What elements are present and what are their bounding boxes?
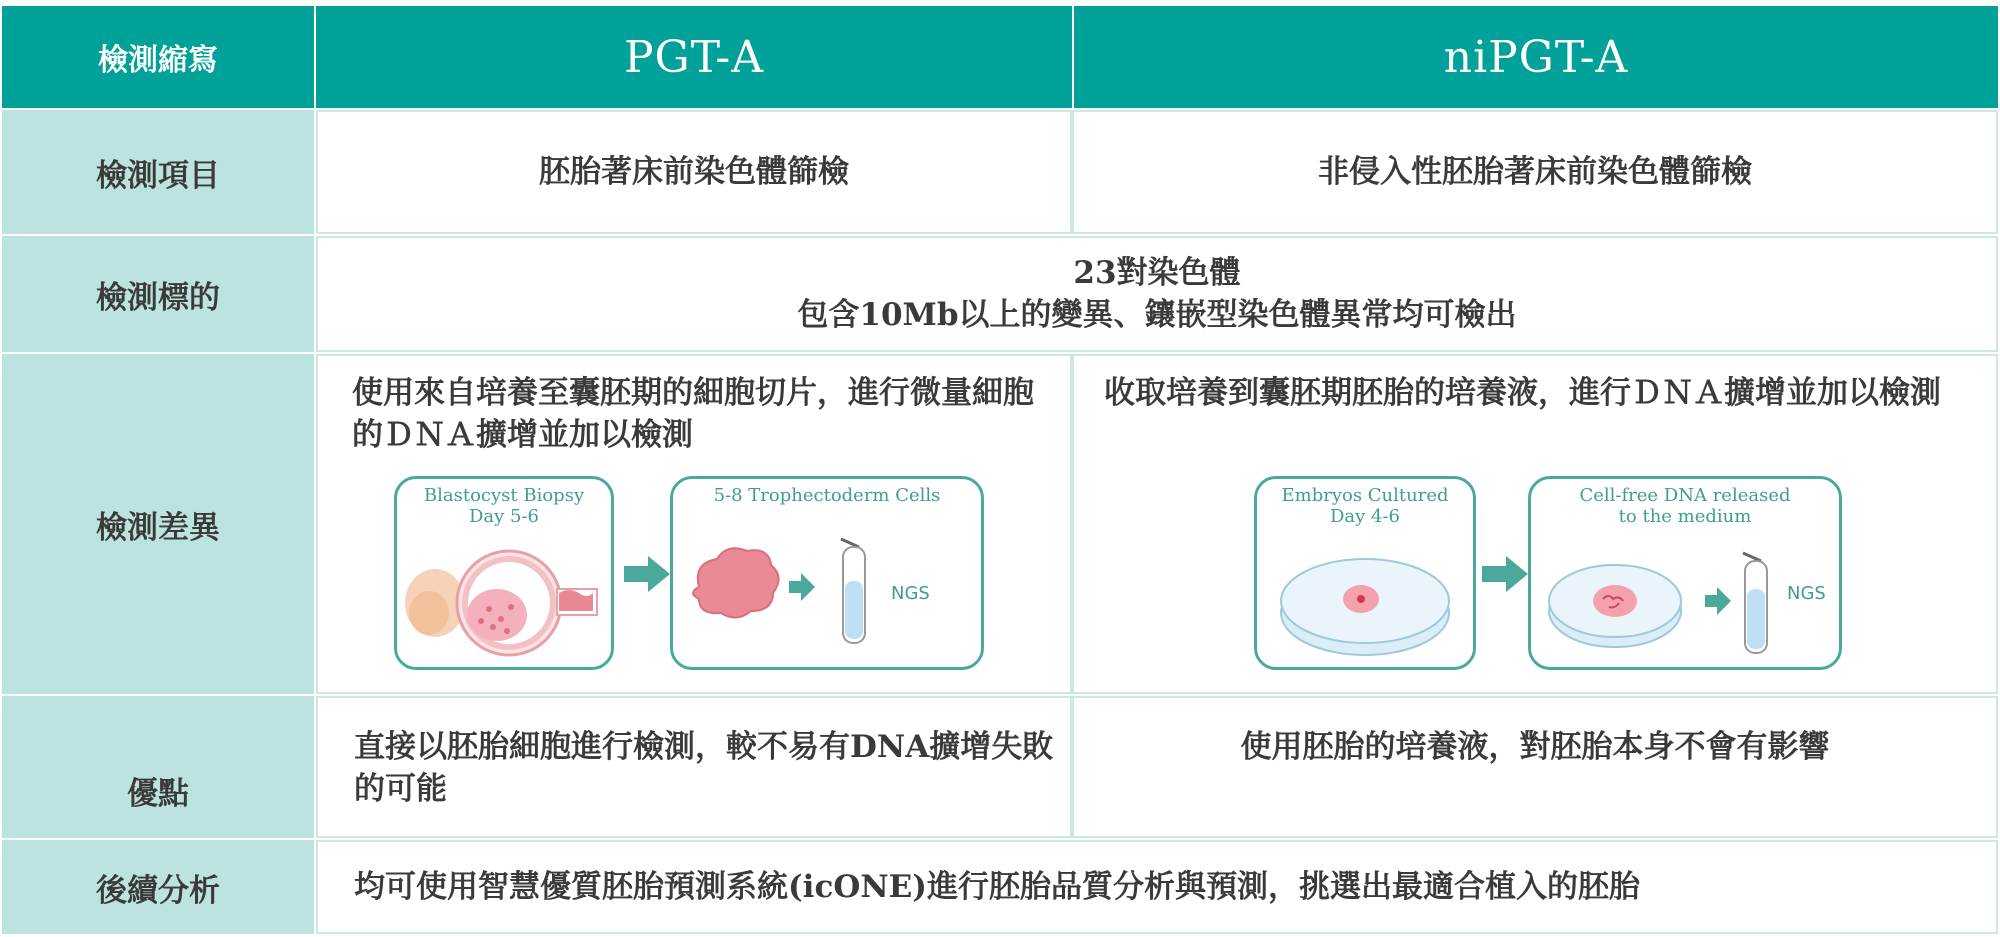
advantage-pgt-a-text: 直接以胚胎細胞進行檢測，較不易有DNA擴增失敗的可能 [354,729,1054,807]
row-label-target [2,236,314,352]
trophectoderm-title: 5-8 Trophectoderm Cells [713,485,941,506]
row-label-advantage-text: 優點 [127,775,189,812]
arrow-right-icon [624,556,670,592]
difference-pgt-a-cell [316,354,1072,694]
row-label-item-text: 檢測項目 [96,157,220,194]
ngs-label-pgt-a: NGS [891,583,930,604]
row-label-target-text: 檢測標的 [96,279,220,316]
advantage-nipgt-a-text: 使用胚胎的培養液，對胚胎本身不會有影響 [1240,729,1830,765]
row-label-analysis-text: 後續分析 [96,872,220,909]
embryos-cultured-box [1254,476,1476,670]
analysis-text: 均可使用智慧優質胚胎預測系統(icONE)進行胚胎品質分析與預測，挑選出最適合植入的胚胎 [354,869,1640,905]
item-nipgt-a-text: 非侵入性胚胎著床前染色體篩檢 [1318,154,1752,190]
cell-free-dna-box [1528,476,1842,670]
target-cell [316,236,1998,352]
petri-dish-illustration [1257,533,1473,663]
row-label-difference [2,354,314,694]
embryos-title-1: Embryos Cultured [1281,485,1449,506]
cfdna-title-1: Cell-free DNA released [1579,485,1791,506]
blastocyst-biopsy-box [394,476,614,670]
trophectoderm-box [670,476,984,670]
difference-nipgt-a-cell [1072,354,1998,694]
header-nipgt-a: niPGT-A [1443,31,1629,83]
ngs-label-nipgt-a: NGS [1787,583,1826,604]
row-label-item [2,110,314,234]
arrow-right-icon-2 [1482,556,1528,592]
difference-pgt-a-text: 使用來自培養至囊胚期的細胞切片，進行微量細胞的ＤＮＡ擴增並加以檢測 [352,375,1034,453]
target-line2: 包含10Mb以上的變異、鑲嵌型染色體異常均可檢出 [797,297,1517,333]
row-label-difference-text: 檢測差異 [96,509,220,546]
advantage-nipgt-a-cell [1072,696,1998,838]
blastocyst-title-1: Blastocyst Biopsy [423,485,585,506]
header-label-cell [2,6,314,108]
row-label-advantage [2,696,314,838]
target-line1: 23對染色體 [1073,255,1241,291]
row-label-analysis [2,840,314,934]
analysis-cell [316,840,1998,934]
header-pgt-a-cell [316,6,1072,108]
advantage-pgt-a-cell [316,696,1072,838]
blastocyst-biopsy-illustration [397,545,611,665]
trophectoderm-illustration [673,525,979,665]
item-pgt-a-cell [316,110,1072,234]
item-nipgt-a-cell [1072,110,1998,234]
header-nipgt-a-cell [1074,6,1998,108]
cfdna-title-2: to the medium [1618,506,1752,527]
embryos-title-2: Day 4-6 [1329,506,1401,527]
header-pgt-a: PGT-A [623,31,765,83]
item-pgt-a-text: 胚胎著床前染色體篩檢 [539,154,849,190]
header-label: 檢測縮寫 [98,43,218,78]
difference-nipgt-a-text: 收取培養到囊胚期胚胎的培養液，進行ＤＮＡ擴增並加以檢測 [1104,375,1941,411]
blastocyst-title-2: Day 5-6 [468,506,540,527]
